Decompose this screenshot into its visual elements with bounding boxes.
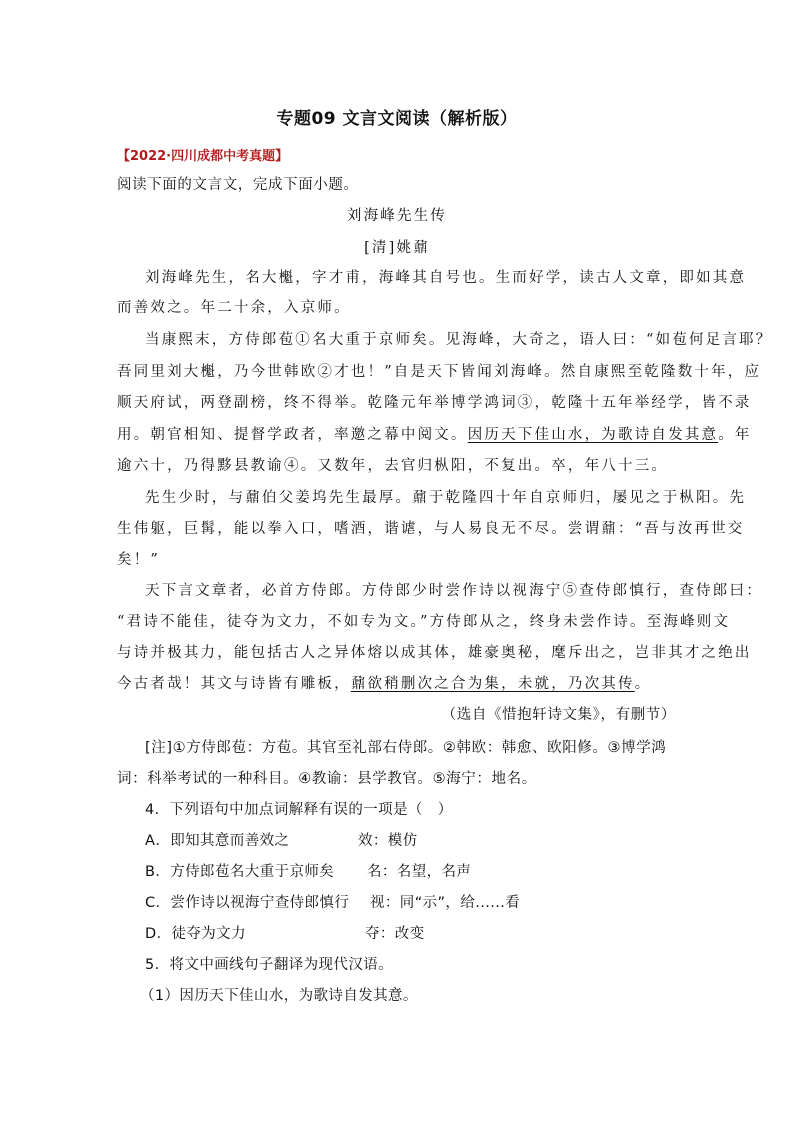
body-line: 矣！” [117,552,161,568]
body-line: 顺天府试，两登副榜，终不得举。乾隆元年举博学鸿词③，乾隆十五年举经学，皆不录 [117,395,752,411]
body-text: 。年 [718,427,752,443]
body-text: 。 [634,676,652,692]
source-note: （选自《惜抱轩诗文集》，有删节） [441,707,676,723]
body-line: 吾同里刘大櫆，乃今世韩欧②才也！”自是天下皆闻刘海峰。然自康熙至乾隆数十年，应 [117,364,762,380]
body-line: “君诗不能佳，徒夺为文力，不如专为文。”方侍郎从之，终身未尝作诗。至海峰则文 [117,614,731,630]
question-4-option-a-gloss: 效：模仿 [358,833,418,849]
body-line: 刘海峰先生，名大櫆，字才甫，海峰其自号也。生而好学，读古人文章，即如其意 [145,270,747,286]
exam-source-tag: 【2022·四川成都中考真题】 [117,149,289,164]
body-line: 逾六十，乃得黟县教谕④。又数年，去官归枞阳，不复出。卒，年八十三。 [117,458,669,474]
body-text: 用。朝官相知、提督学政者，率邀之幕中阅文。 [117,427,468,443]
article-title: 刘海峰先生传 [346,208,448,224]
underlined-sentence-1: 因历天下佳山水，为歌诗自发其意 [467,427,719,443]
article-author: [清]姚鼐 [364,240,430,256]
question-4-option-b-gloss: 名：名望，名声 [367,864,472,880]
question-5-stem: 5．将文中画线句子翻译为现代汉语。 [145,957,394,973]
body-line: 与诗并极其力，能包括古人之异体熔以成其体，雄豪奥秘，麾斥出之，岂非其才之绝出 [117,645,752,661]
body-line: 天下言文章者，必首方侍郎。方侍郎少时尝作诗以视海宁⑤查侍郎慎行，查侍郎曰： [145,583,763,599]
page-title: 专题09 文言文阅读（解析版） [276,109,518,129]
body-line: 生伟躯，巨髯，能以拳入口，嗜酒，谐谑，与人易良无不尽。尝谓鼐：“吾与汝再世交 [117,521,745,537]
question-4-option-d-gloss: 夺：改变 [365,926,425,942]
body-line: 而善效之。年二十余，入京师。 [117,300,351,316]
question-4-option-b: B．方侍郎苞名大重于京师矣 [145,864,335,880]
body-line [117,425,752,445]
body-line: 当康熙末，方侍郎苞①名大重于京师矣。见海峰，大奇之，语人曰：“如苞何足言耶？ [145,332,773,348]
body-line [117,674,651,694]
question-4-stem: 4．下列语句中加点词解释有误的一项是（ ） [145,802,453,818]
question-5-sub-1: （1）因历天下佳山水，为歌诗自发其意。 [140,988,418,1004]
question-4-option-c: C．尝作诗以视海宁查侍郎慎行 [145,895,350,911]
question-4-option-d: D．徒夺为文力 [145,926,246,942]
instruction-text: 阅读下面的文言文，完成下面小题。 [117,177,359,193]
underlined-sentence-2: 鼐欲稍删次之合为集，未就，乃次其传 [350,676,635,692]
note-line: 词：科举考试的一种科目。④教谕：县学教官。⑤海宁：地名。 [117,771,537,787]
body-line: 先生少时，与鼐伯父姜坞先生最厚。鼐于乾隆四十年自京师归，屡见之于枞阳。先 [145,490,747,506]
question-4-option-c-gloss: 视：同“示”，给......看 [370,895,521,911]
note-line: [注]①方侍郎苞：方苞。其官至礼部右侍郎。②韩欧：韩愈、欧阳修。③博学鸿 [145,740,667,756]
body-text: 今古者哉！其文与诗皆有雕板， [117,676,351,692]
question-4-option-a: A．即知其意而善效之 [145,833,290,849]
